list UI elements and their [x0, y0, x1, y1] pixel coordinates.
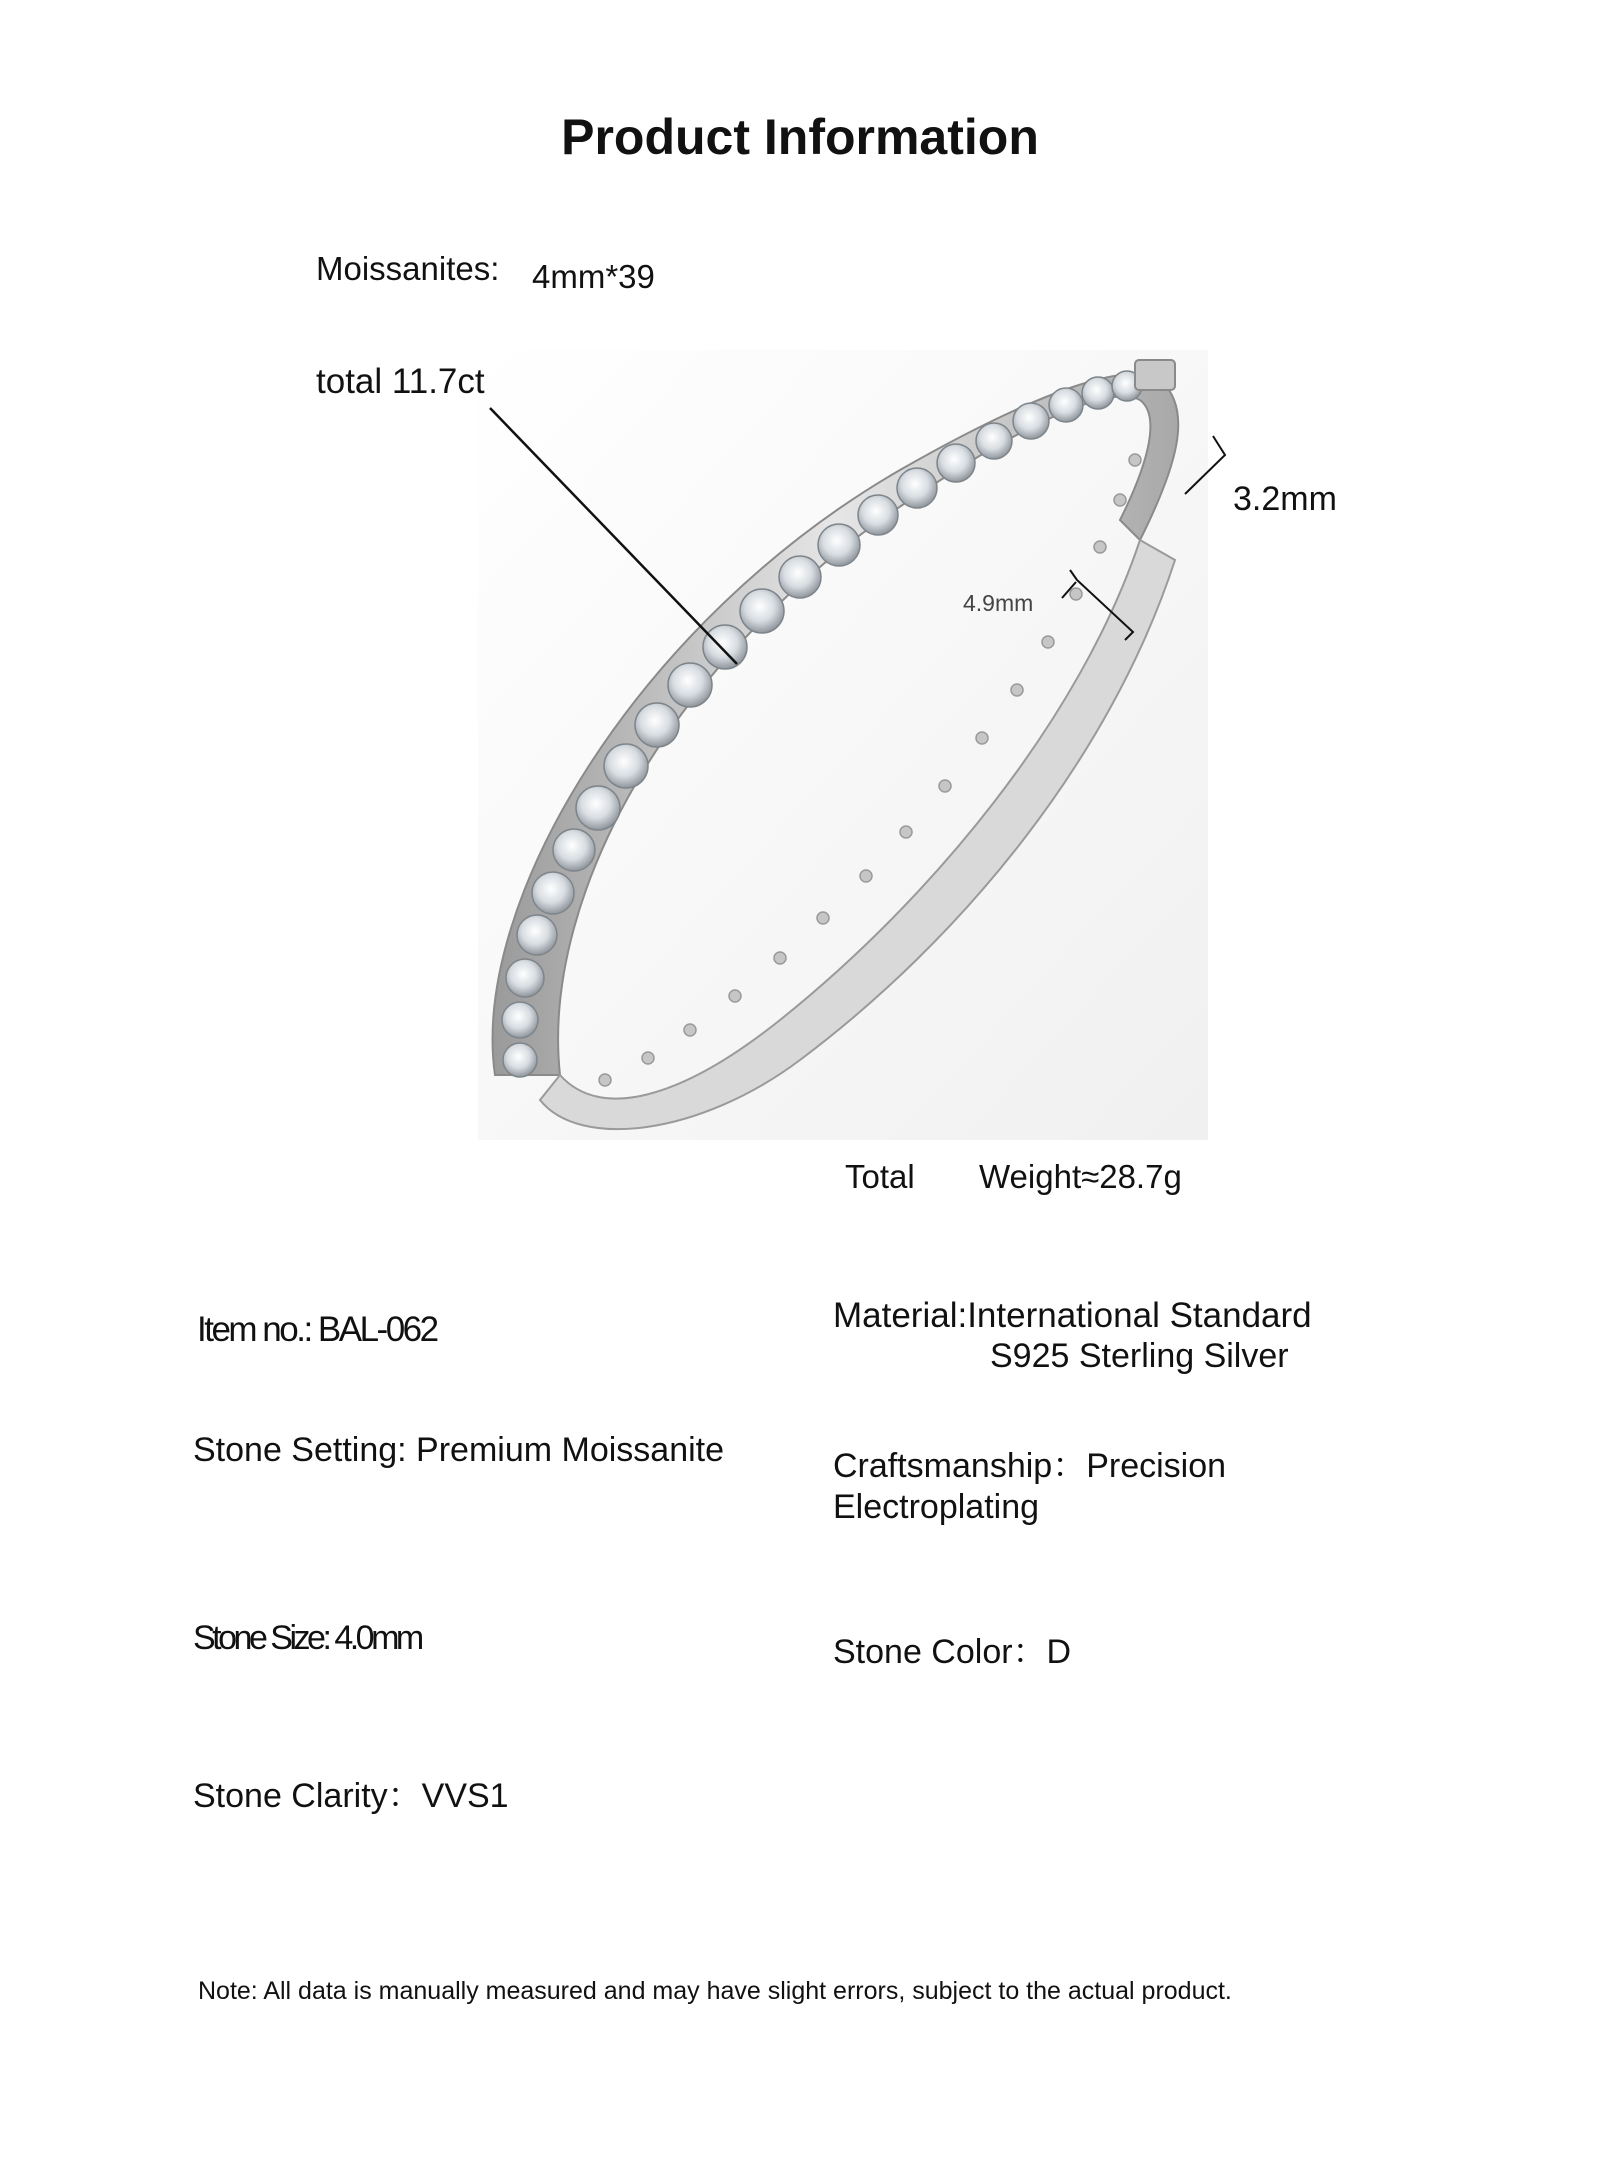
- disclaimer-note: Note: All data is manually measured and may have slight errors, subject to the actual product.: [198, 1977, 1232, 2005]
- craftsmanship-line-2: Electroplating: [833, 1488, 1040, 1526]
- page-title: Product Information: [561, 109, 1039, 165]
- width-dimension-label: 3.2mm: [1233, 480, 1337, 518]
- total-carat-label: total 11.7ct: [316, 362, 485, 401]
- item-number: Item no.: BAL-062: [197, 1310, 437, 1349]
- moissanites-value: 4mm*39: [532, 258, 655, 295]
- stone-size: Stone Size: 4.0mm: [193, 1619, 421, 1657]
- weight-value: Weight≈28.7g: [979, 1158, 1182, 1195]
- craftsmanship-line-1: Craftsmanship：Precision: [833, 1447, 1227, 1485]
- stone-setting: Stone Setting: Premium Moissanite: [193, 1431, 725, 1469]
- moissanites-label: Moissanites:: [316, 250, 500, 287]
- height-dimension-label: 4.9mm: [963, 590, 1034, 616]
- clasp: [1135, 360, 1175, 390]
- total-weight-label: Total: [845, 1158, 915, 1195]
- stone-color: Stone Color：D: [833, 1633, 1072, 1671]
- stone-clarity: Stone Clarity：VVS1: [193, 1777, 509, 1815]
- material-line-1: Material:International Standard: [833, 1296, 1312, 1335]
- material-line-2: S925 Sterling Silver: [990, 1337, 1289, 1375]
